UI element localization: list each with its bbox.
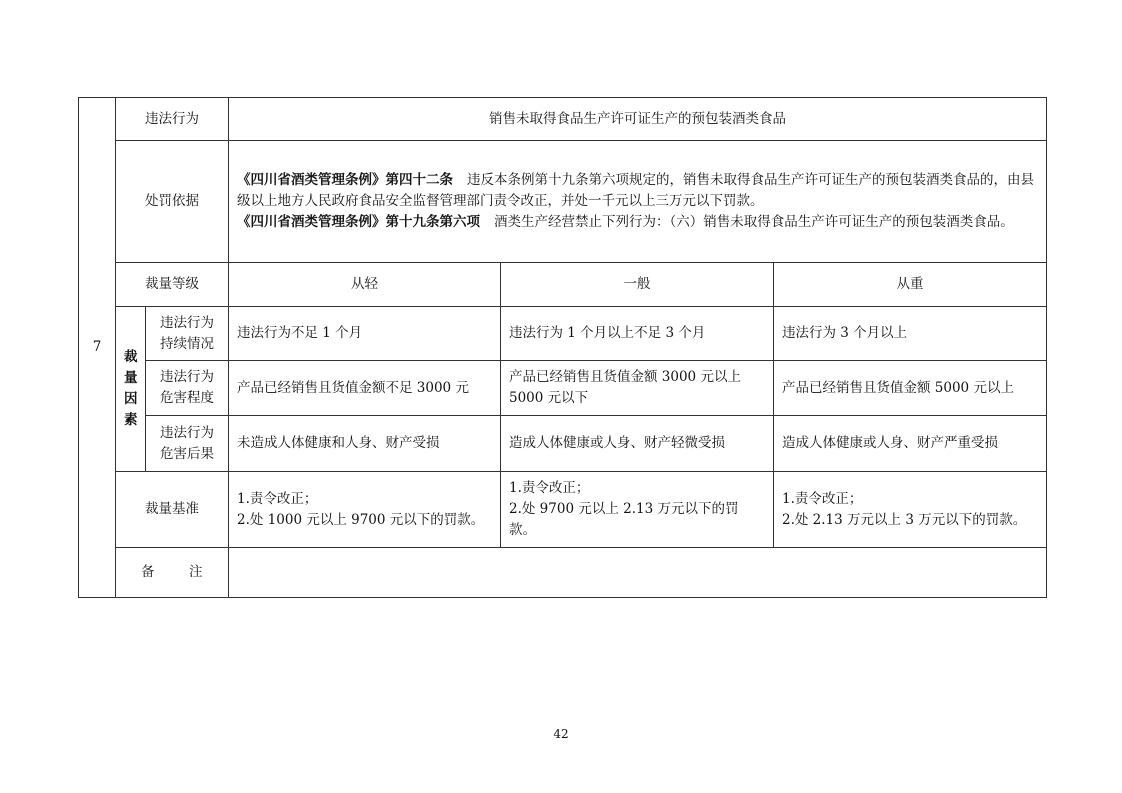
remarks-value: [229, 548, 1047, 598]
factor-row: [79, 307, 1047, 361]
factor-value-light: 未造成人体健康和人身、财产受损: [229, 416, 501, 472]
item-number: 7: [79, 98, 116, 598]
discretion-level-row: [79, 263, 1047, 307]
violation-label: 违法行为: [116, 98, 229, 141]
violation-row: [79, 98, 1047, 141]
level-heavy: 从重: [774, 263, 1047, 307]
factor-value-light: 违法行为不足 1 个月: [229, 307, 501, 361]
standard-normal: 1.责令改正； 2.处 9700 元以上 2.13 万元以下的罚款。: [501, 472, 774, 548]
factor-value-normal: 造成人体健康或人身、财产轻微受损: [501, 416, 774, 472]
basis-clause-text: 违反本条例第十九条第六项规定的，销售未取得食品生产许可证生产的预包装酒类食品的，由县级以上地方人民政府食品安全监督管理部门责令改正，并处一千元以上三万元以下罚款。: [237, 172, 1034, 209]
level-normal: 一般: [501, 263, 774, 307]
penalty-basis-label: 处罚依据: [116, 141, 229, 263]
factor-row: [79, 416, 1047, 472]
basis-clause-title: 《四川省酒类管理条例》第四十二条: [237, 172, 453, 188]
violation-value: 销售未取得食品生产许可证生产的预包装酒类食品: [229, 98, 1047, 141]
basis-clause: [237, 170, 1038, 212]
remarks-row: [79, 548, 1047, 598]
penalty-discretion-table: [78, 97, 1047, 598]
factor-value-light: 产品已经销售且货值金额不足 3000 元: [229, 361, 501, 416]
penalty-basis-row: [79, 141, 1047, 263]
factor-value-normal: 违法行为 1 个月以上不足 3 个月: [501, 307, 774, 361]
standard-light: 1.责令改正； 2.处 1000 元以上 9700 元以下的罚款。: [229, 472, 501, 548]
basis-clause-title: 《四川省酒类管理条例》第十九条第六项: [237, 214, 480, 230]
remarks-label: 备 注: [116, 548, 229, 598]
discretion-factors-label: 裁 量 因 素: [116, 307, 146, 472]
factor-value-heavy: 造成人体健康或人身、财产严重受损: [774, 416, 1047, 472]
page-number: 42: [553, 727, 569, 741]
factor-value-heavy: 产品已经销售且货值金额 5000 元以上: [774, 361, 1047, 416]
factor-name: 违法行为 危害后果: [146, 416, 229, 472]
basis-clause-text: 酒类生产经营禁止下列行为：（六）销售未取得食品生产许可证生产的预包装酒类食品。: [494, 214, 1014, 230]
discretion-standard-row: [79, 472, 1047, 548]
penalty-basis-content: [229, 141, 1047, 263]
level-light: 从轻: [229, 263, 501, 307]
discretion-standard-label: 裁量基准: [116, 472, 229, 548]
factor-name: 违法行为 危害程度: [146, 361, 229, 416]
factor-value-heavy: 违法行为 3 个月以上: [774, 307, 1047, 361]
factor-value-normal: 产品已经销售且货值金额 3000 元以上 5000 元以下: [501, 361, 774, 416]
discretion-level-label: 裁量等级: [116, 263, 229, 307]
basis-clause: [237, 212, 1038, 233]
factor-row: [79, 361, 1047, 416]
factor-name: 违法行为 持续情况: [146, 307, 229, 361]
standard-heavy: 1.责令改正； 2.处 2.13 万元以上 3 万元以下的罚款。: [774, 472, 1047, 548]
